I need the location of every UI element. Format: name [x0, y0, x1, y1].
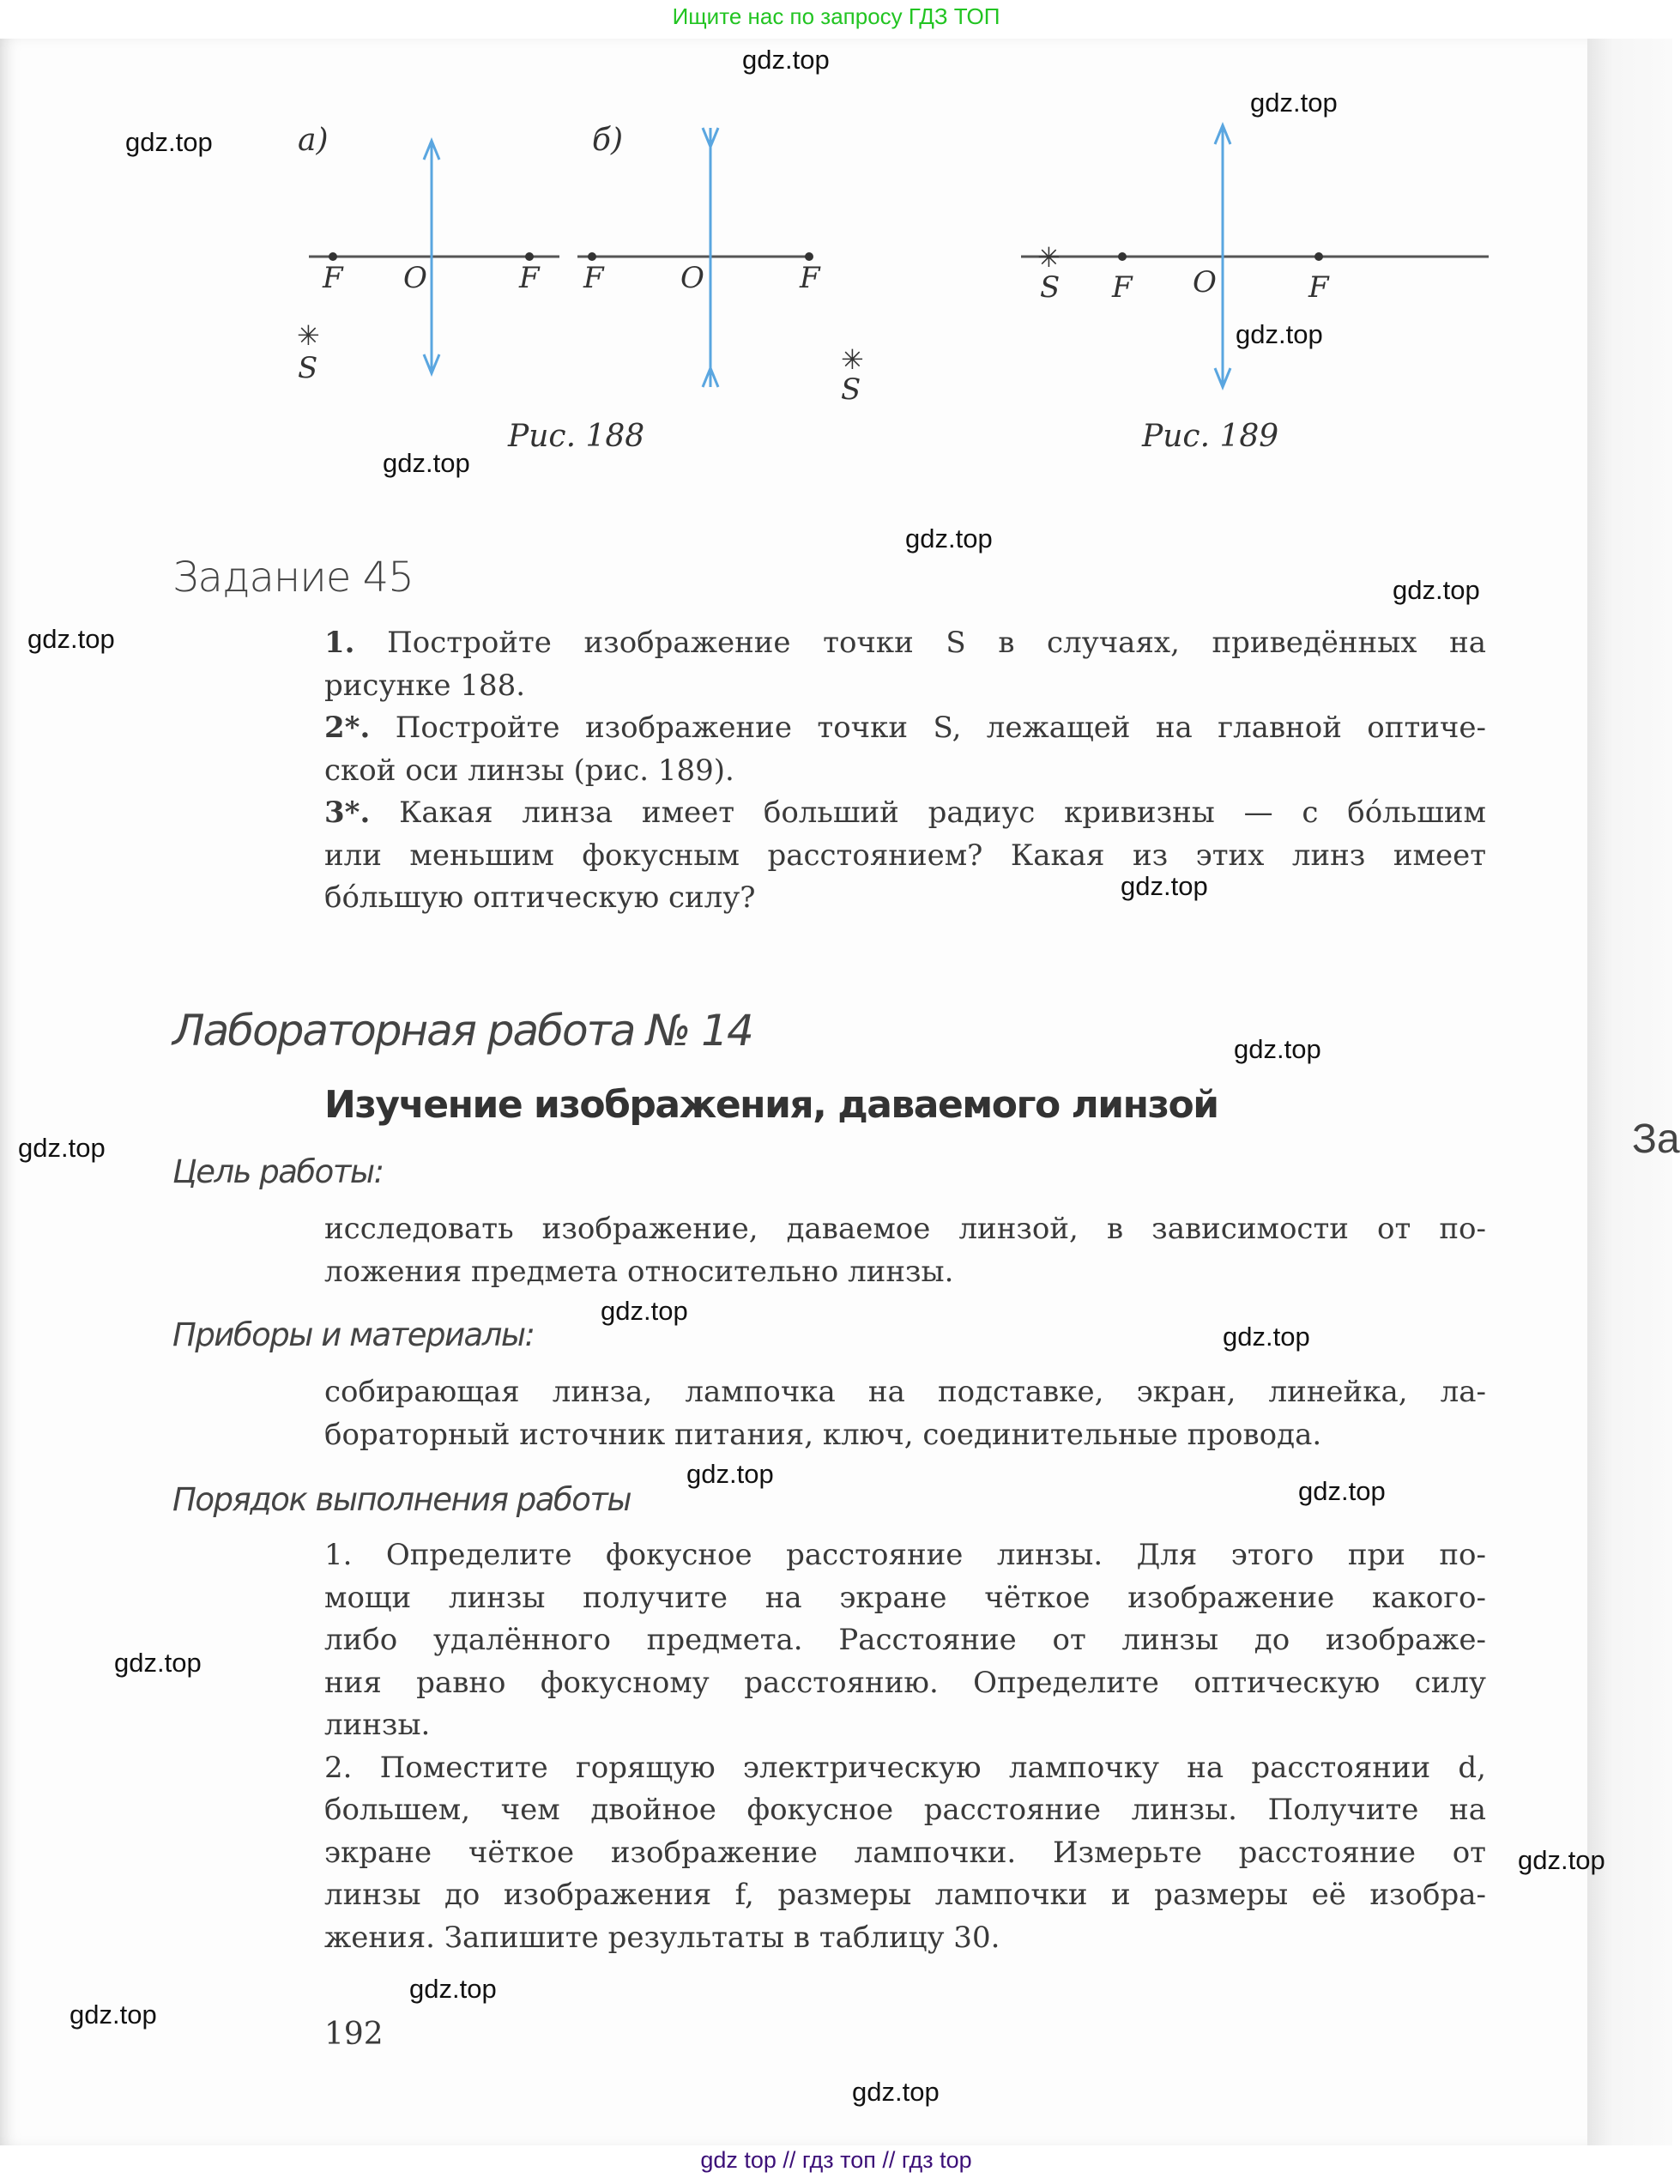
watermark-link[interactable]: gdz.top [125, 127, 213, 157]
line-text: 2. Поместите горящую электрическую лампочку на расстоянии d, [324, 1750, 1486, 1785]
item-number: 3*. [324, 796, 371, 830]
focus-point [525, 252, 534, 261]
watermark-link[interactable]: gdz.top [1393, 575, 1480, 605]
text-line [324, 1619, 1486, 1662]
focus-label: F [800, 261, 820, 295]
text-line [324, 1414, 1486, 1457]
watermark-link[interactable]: gdz.top [27, 624, 115, 654]
focus-label: F [1308, 270, 1329, 305]
task-list [324, 622, 1486, 920]
text-line [324, 877, 1486, 920]
line-text: Какая линза имеет больший радиус кривизны — с бо́льшим [370, 796, 1486, 830]
line-text: бо́льшую оптическую силу? [324, 880, 756, 915]
procedure-steps [324, 1534, 1486, 1959]
procedure-label: Порядок выполнения работы [172, 1481, 632, 1518]
fig188-b-label: б) [592, 123, 624, 158]
watermark-link[interactable]: gdz.top [69, 1999, 157, 2030]
line-text: ской оси линзы (рис. 189). [324, 753, 734, 788]
watermark-link[interactable]: gdz.top [1250, 88, 1338, 118]
text-line [324, 1662, 1486, 1705]
focus-point [588, 252, 596, 261]
focus-label: F [519, 261, 540, 295]
goal-text [324, 1208, 1486, 1293]
watermark-link[interactable]: gdz.top [1234, 1034, 1321, 1064]
line-text: собирающая линза, лампочка на подставке, экран, линейка, ла- [324, 1375, 1486, 1409]
watermark-link[interactable]: gdz.top [383, 448, 470, 478]
lab-title: Изучение изображения, даваемого линзой [324, 1083, 1218, 1127]
text-line [324, 665, 1486, 708]
focus-point [329, 252, 337, 261]
line-text: Постройте изображение точки S в случаях, приведённых на [354, 626, 1486, 660]
watermark-link[interactable]: gdz.top [1298, 1476, 1386, 1506]
source-label: S [1040, 270, 1061, 305]
watermark-link[interactable]: gdz.top [18, 1133, 106, 1163]
text-line [324, 1832, 1486, 1875]
bottom-banner[interactable]: gdz top // гдз топ // гдз top [700, 2147, 972, 2173]
line-text: бораторный источник питания, ключ, соединительные провода. [324, 1417, 1322, 1452]
next-page-heading-fragment: За [1632, 1116, 1680, 1162]
source-star-icon: ✳ [841, 343, 864, 376]
line-text: или меньшим фокусным расстоянием? Какая из этих линз имеет [324, 838, 1486, 873]
line-text: линзы. [324, 1708, 431, 1742]
text-line [324, 1371, 1486, 1414]
lab-heading: Лабораторная работа № 14 [172, 1006, 752, 1056]
source-star-icon: ✳ [297, 319, 320, 352]
watermark-link[interactable]: gdz.top [686, 1459, 774, 1489]
goal-label: Цель работы: [172, 1153, 384, 1190]
line-text: экране чёткое изображение лампочки. Измерьте расстояние от [324, 1835, 1486, 1870]
watermark-link[interactable]: gdz.top [1223, 1322, 1310, 1352]
text-line [324, 1747, 1486, 1790]
focus-label: F [323, 261, 343, 295]
fig188-a [297, 123, 559, 385]
text-line [324, 792, 1486, 835]
source-label: S [298, 351, 318, 385]
text-line [324, 707, 1486, 750]
watermark-link[interactable]: gdz.top [852, 2077, 940, 2107]
figures [0, 0, 1672, 601]
text-line [324, 1917, 1486, 1960]
watermark-link[interactable]: gdz.top [905, 523, 993, 554]
text-line [324, 835, 1486, 878]
fig189-caption: Рис. 189 [1142, 419, 1279, 454]
focus-label: F [583, 261, 604, 295]
text-line [324, 622, 1486, 665]
watermark-link[interactable]: gdz.top [1121, 871, 1208, 901]
fig188-b [577, 123, 864, 407]
source-label: S [841, 372, 861, 407]
materials-label: Приборы и материалы: [172, 1316, 535, 1353]
line-text: ния равно фокусному расстоянию. Определите оптическую силу [324, 1665, 1486, 1700]
focus-point [1118, 252, 1127, 261]
watermark-link[interactable]: gdz.top [601, 1296, 688, 1326]
watermark-link[interactable]: gdz.top [1236, 319, 1323, 349]
watermark-link[interactable]: gdz.top [114, 1648, 202, 1678]
item-number: 2*. [324, 711, 371, 745]
item-number: 1. [324, 626, 355, 660]
line-text: ложения предмета относительно линзы. [324, 1254, 954, 1289]
top-banner[interactable]: Ищите нас по запросу ГДЗ ТОП [672, 3, 1000, 29]
materials-text [324, 1371, 1486, 1456]
center-label: O [1193, 265, 1217, 299]
page-number: 192 [324, 2017, 384, 2052]
line-text: Постройте изображение точки S, лежащей на главной оптиче- [370, 711, 1486, 745]
fig188-caption: Рис. 188 [508, 419, 645, 454]
line-text: рисунке 188. [324, 668, 526, 703]
text-line [324, 1208, 1486, 1251]
line-text: 1. Определите фокусное расстояние линзы. Для этого при по- [324, 1538, 1486, 1572]
text-line [324, 1874, 1486, 1917]
line-text: мощи линзы получите на экране чёткое изображение какого- [324, 1580, 1486, 1615]
text-line [324, 1534, 1486, 1577]
line-text: либо удалённого предмета. Расстояние от линзы до изображе- [324, 1623, 1486, 1657]
text-line [324, 1704, 1486, 1747]
watermark-link[interactable]: gdz.top [409, 1974, 497, 2004]
focus-point [805, 252, 813, 261]
line-text: большем, чем двойное фокусное расстояние линзы. Получите на [324, 1793, 1486, 1827]
line-text: исследовать изображение, даваемое линзой, в зависимости от по- [324, 1212, 1486, 1246]
fig188-a-label: а) [298, 123, 329, 158]
focus-point [1314, 252, 1323, 261]
source-star-icon: ✳ [1037, 241, 1061, 274]
text-line [324, 1251, 1486, 1294]
line-text: линзы до изображения f, размеры лампочки и размеры её изобра- [324, 1878, 1486, 1912]
text-line [324, 1577, 1486, 1620]
watermark-link[interactable]: gdz.top [1518, 1845, 1605, 1875]
line-text: жения. Запишите результаты в таблицу 30. [324, 1920, 1000, 1955]
text-line [324, 750, 1486, 793]
watermark-link[interactable]: gdz.top [742, 45, 830, 75]
focus-label: F [1112, 270, 1133, 305]
center-label: O [680, 261, 704, 295]
task-heading: Задание 45 [172, 554, 414, 602]
center-label: O [403, 261, 427, 295]
text-line [324, 1789, 1486, 1832]
